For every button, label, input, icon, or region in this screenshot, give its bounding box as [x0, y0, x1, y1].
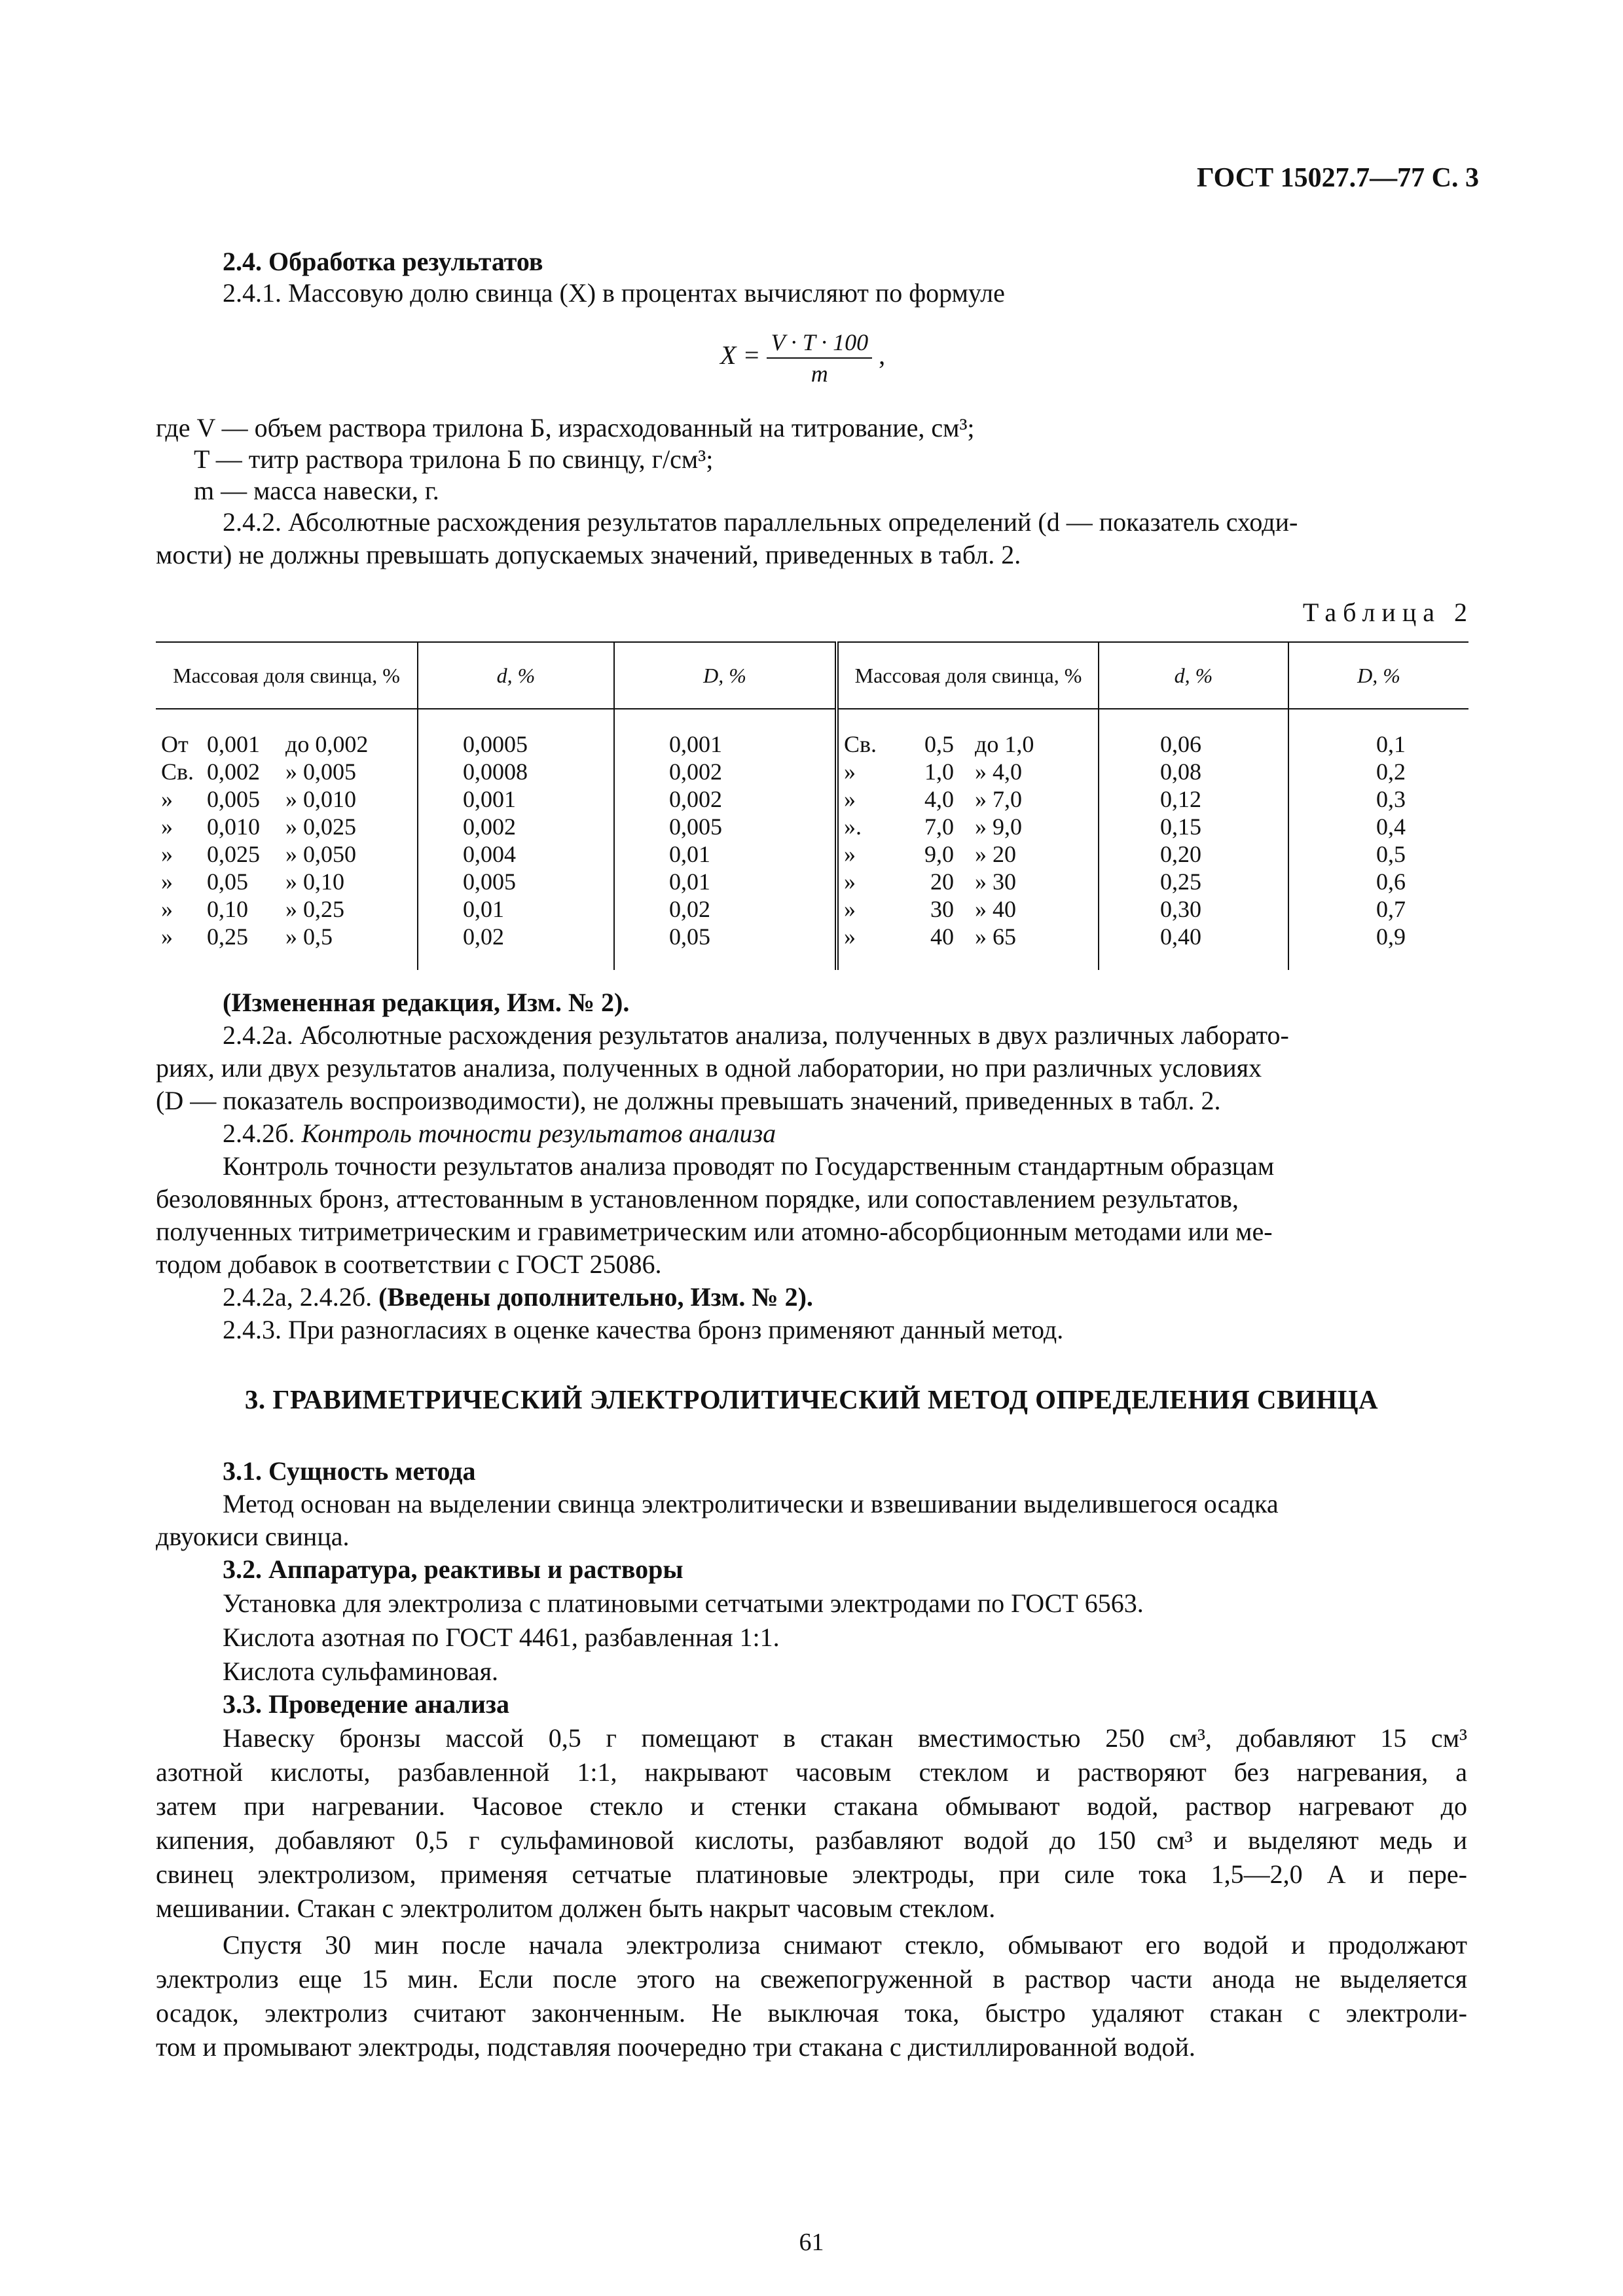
range-to-left: [285, 730, 368, 950]
d-values-right: [1104, 730, 1283, 950]
range-from-value: 9,0: [924, 841, 954, 867]
d-value: 0,25: [1160, 869, 1201, 895]
analysis-p1-line-6: мешивании. Стакан с электролитом должен быть накрыт часовым стеклом.: [156, 1893, 996, 1923]
range-from-value: 30: [930, 896, 954, 922]
range-from-value: 0,010: [207, 814, 260, 840]
analysis-p1-line-4: кипения, добавляют 0,5 г сульфаминовой кислоты, разбавляют водой до 150 см³ и выделяют медь и: [156, 1825, 1467, 1855]
analysis-p1-line-1: Навеску бронзы массой 0,5 г помещают в стакан вместимостью 250 см³, добавляют 15 см³: [223, 1723, 1467, 1753]
range-prefix: »: [161, 896, 173, 922]
section-3-1-line-1: Метод основан на выделении свинца электролитически и взвешивании выделившегося осадка: [223, 1489, 1279, 1518]
range-prefix: »: [844, 924, 856, 950]
analysis-p2-line-3: осадок, электролиз считают законченным. Не выключая тока, быстро удаляют стакан с электроли-: [156, 1998, 1467, 2028]
equipment-item-3: Кислота сульфаминовая.: [223, 1657, 498, 1686]
paragraph-2-4-2a-line-1: 2.4.2а. Абсолютные расхождения результатов анализа, полученных в двух различных лаборато-: [223, 1020, 1289, 1050]
range-to-value: » 4,0: [975, 759, 1022, 785]
d-value: 0,004: [463, 841, 516, 867]
range-to-value: » 0,050: [285, 841, 356, 867]
range-to-value: » 0,25: [285, 896, 344, 922]
range-prefix-left: [161, 730, 207, 950]
control-line-1: Контроль точности результатов анализа проводят по Государственным стандартным образцам: [223, 1151, 1275, 1181]
formula: [720, 327, 885, 389]
range-from-value: 0,25: [207, 924, 248, 950]
range-prefix: Св.: [161, 759, 194, 785]
D-value: 0,01: [669, 869, 710, 895]
paragraph-2-4-2a-line-3: (D — показатель воспроизводимости), не должны превышать значений, приведенных в табл. 2.: [156, 1086, 1221, 1115]
range-prefix: »: [844, 841, 856, 867]
d-value: 0,01: [463, 896, 504, 922]
range-from-value: 0,10: [207, 896, 248, 922]
col-header-D-right: D, %: [1288, 642, 1468, 709]
table-caption: Таблица 2: [1302, 598, 1474, 627]
d-value: 0,0005: [463, 731, 528, 757]
D-value: 0,05: [669, 924, 710, 950]
D-values-right: [1294, 730, 1463, 950]
d-value: 0,001: [463, 786, 516, 812]
range-to-value: » 0,10: [285, 869, 344, 895]
range-from-left: [207, 730, 285, 950]
col-header-d-right: d, %: [1099, 642, 1288, 709]
d-value: 0,30: [1160, 896, 1201, 922]
d-value: 0,20: [1160, 841, 1201, 867]
D-value: 0,3: [1376, 786, 1406, 812]
range-prefix: »: [161, 924, 173, 950]
introduced-note: [223, 1280, 813, 1314]
D-value: 0,002: [669, 786, 722, 812]
range-prefix: »: [161, 869, 173, 895]
range-from-right: [888, 730, 975, 950]
d-value: 0,0008: [463, 759, 528, 785]
D-value: 0,7: [1376, 896, 1406, 922]
d-cell-left: [418, 709, 614, 970]
paragraph-2-4-2b: [223, 1117, 776, 1151]
D-value: 0,001: [669, 731, 722, 757]
D-value: 0,002: [669, 759, 722, 785]
equipment-item-1: Установка для электролиза с платиновыми сетчатыми электродами по ГОСТ 6563.: [223, 1588, 1144, 1618]
range-from-value: 1,0: [924, 759, 954, 785]
col-header-fraction-left: Массовая доля свинца, %: [156, 642, 418, 709]
range-prefix: Св.: [844, 731, 877, 757]
range-from-value: 0,5: [924, 731, 954, 757]
D-value: 0,2: [1376, 759, 1406, 785]
range-prefix: »: [844, 759, 856, 785]
table-body-row: [156, 709, 1468, 970]
range-prefix: ».: [844, 814, 862, 840]
formula-lhs: X =: [720, 340, 761, 370]
where-line-2: T — титр раствора трилона Б по свинцу, г/см³;: [194, 444, 714, 474]
d-value: 0,12: [1160, 786, 1201, 812]
paragraph-2-4-2b-number: 2.4.2б.: [223, 1119, 295, 1148]
D-cell-right: [1288, 709, 1468, 970]
d-value: 0,15: [1160, 814, 1201, 840]
section-3-title: 3. ГРАВИМЕТРИЧЕСКИЙ ЭЛЕКТРОЛИТИЧЕСКИЙ МЕТОД ОПРЕДЕЛЕНИЯ СВИНЦА: [244, 1384, 1379, 1414]
range-to-value: » 0,5: [285, 924, 333, 950]
range-prefix: »: [844, 896, 856, 922]
range-from-value: 20: [930, 869, 954, 895]
control-line-2: безоловянных бронз, аттестованным в установленном порядке, или сопоставлением результатов,: [156, 1184, 1239, 1213]
paragraph-2-4-2a-line-2: риях, или двух результатов анализа, полученных в одной лаборатории, но при различных условиях: [156, 1053, 1262, 1083]
D-value: 0,4: [1376, 814, 1406, 840]
formula-numerator: V · T · 100: [767, 327, 872, 359]
range-to-value: » 30: [975, 869, 1016, 895]
D-value: 0,9: [1376, 924, 1406, 950]
analysis-p2-line-2: электролиз еще 15 мин. Если после этого на свежепогруженной в раствор части анода не выделяется: [156, 1964, 1467, 1994]
range-to-value: » 0,025: [285, 814, 356, 840]
paragraph-2-4-2-line-1: 2.4.2. Абсолютные расхождения результатов параллельных определений (d — показатель сходи-: [223, 507, 1298, 537]
analysis-p2-line-1: Спустя 30 мин после начала электролиза снимают стекло, обмывают его водой и продолжают: [223, 1930, 1467, 1960]
section-3-2-title: 3.2. Аппаратура, реактивы и растворы: [223, 1554, 684, 1584]
range-cell-left: [156, 709, 418, 970]
table-header-row: [156, 642, 1468, 709]
analysis-p1-line-2: азотной кислоты, разбавленной 1:1, накрывают часовым стеклом и растворяют без нагревания, а: [156, 1757, 1467, 1787]
introduced-text: (Введены дополнительно, Изм. № 2).: [378, 1282, 813, 1312]
range-to-value: » 7,0: [975, 786, 1022, 812]
paragraph-2-4-1: 2.4.1. Массовую долю свинца (X) в процентах вычисляют по формуле: [223, 278, 1005, 308]
paragraph-2-4-2b-title: Контроль точности результатов анализа: [301, 1119, 776, 1148]
D-value: 0,1: [1376, 731, 1406, 757]
where-line-1: где V — объем раствора трилона Б, израсходованный на титрование, см³;: [156, 413, 975, 442]
d-cell-right: [1099, 709, 1288, 970]
col-header-D-left: D, %: [614, 642, 837, 709]
formula-fraction: [767, 327, 872, 389]
section-3-1-title: 3.1. Сущность метода: [223, 1456, 476, 1486]
formula-denominator: m: [811, 361, 828, 387]
range-to-value: » 0,005: [285, 759, 356, 785]
D-value: 0,005: [669, 814, 722, 840]
range-from-value: 0,001: [207, 731, 260, 757]
range-to-value: » 0,010: [285, 786, 356, 812]
range-prefix: »: [161, 841, 173, 867]
range-cell-right: [837, 709, 1099, 970]
paragraph-2-4-2-line-2: мости) не должны превышать допускаемых значений, приведенных в табл. 2.: [156, 540, 1021, 569]
range-to-value: » 9,0: [975, 814, 1022, 840]
formula-tail: ,: [879, 340, 886, 370]
range-from-value: 0,005: [207, 786, 260, 812]
analysis-p2-line-4: том и промывают электроды, подставляя поочередно три стакана с дистиллированной водой.: [156, 2032, 1195, 2062]
range-prefix: »: [161, 786, 173, 812]
range-prefix: »: [161, 814, 173, 840]
D-values-left: [620, 730, 830, 950]
D-cell-left: [614, 709, 837, 970]
range-to-value: » 20: [975, 841, 1016, 867]
d-values-left: [424, 730, 608, 950]
range-prefix: »: [844, 869, 856, 895]
page-number: 61: [799, 2229, 824, 2256]
range-prefix: »: [844, 786, 856, 812]
range-from-value: 4,0: [924, 786, 954, 812]
range-from-value: 7,0: [924, 814, 954, 840]
D-value: 0,5: [1376, 841, 1406, 867]
analysis-p1-line-3: затем при нагревании. Часовое стекло и стенки стакана обмывают водой, раствор нагревают до: [156, 1791, 1467, 1821]
range-prefix-right: [844, 730, 888, 950]
section-3-3-title: 3.3. Проведение анализа: [223, 1689, 509, 1719]
control-line-3: полученных титриметрическим и гравиметрическим или атомно-абсорбционным методами или ме-: [156, 1217, 1273, 1246]
range-to-right: [975, 730, 1034, 950]
range-from-value: 0,025: [207, 841, 260, 867]
d-value: 0,06: [1160, 731, 1201, 757]
range-to-value: до 1,0: [975, 731, 1034, 757]
page-header: ГОСТ 15027.7—77 С. 3: [1196, 163, 1479, 193]
section-2-4-title: 2.4. Обработка результатов: [223, 247, 543, 276]
d-value: 0,40: [1160, 924, 1201, 950]
col-header-d-left: d, %: [418, 642, 614, 709]
introduced-prefix: 2.4.2а, 2.4.2б.: [223, 1282, 373, 1312]
analysis-p1-line-5: свинец электролизом, применяя сетчатые платиновые электроды, при силе тока 1,5—2,0 А и пере-: [156, 1859, 1467, 1889]
changed-edition-note: (Измененная редакция, Изм. № 2).: [223, 988, 630, 1017]
data-table: [156, 641, 1468, 970]
where-line-3: m — масса навески, г.: [194, 476, 439, 505]
paragraph-2-4-3: 2.4.3. При разногласиях в оценке качества бронз применяют данный метод.: [223, 1315, 1064, 1344]
equipment-item-2: Кислота азотная по ГОСТ 4461, разбавленная 1:1.: [223, 1623, 780, 1652]
D-value: 0,02: [669, 896, 710, 922]
d-value: 0,02: [463, 924, 504, 950]
col-header-fraction-right: Массовая доля свинца, %: [837, 642, 1099, 709]
range-from-value: 0,05: [207, 869, 248, 895]
section-3-1-line-2: двуокиси свинца.: [156, 1522, 350, 1551]
range-from-value: 0,002: [207, 759, 260, 785]
range-to-value: » 65: [975, 924, 1016, 950]
d-value: 0,08: [1160, 759, 1201, 785]
d-value: 0,005: [463, 869, 516, 895]
range-from-value: 40: [930, 924, 954, 950]
range-to-value: до 0,002: [285, 731, 369, 757]
d-value: 0,002: [463, 814, 516, 840]
D-value: 0,6: [1376, 869, 1406, 895]
range-prefix: От: [161, 731, 189, 757]
D-value: 0,01: [669, 841, 710, 867]
range-to-value: » 40: [975, 896, 1016, 922]
control-line-4: тодом добавок в соответствии с ГОСТ 25086.: [156, 1249, 662, 1279]
